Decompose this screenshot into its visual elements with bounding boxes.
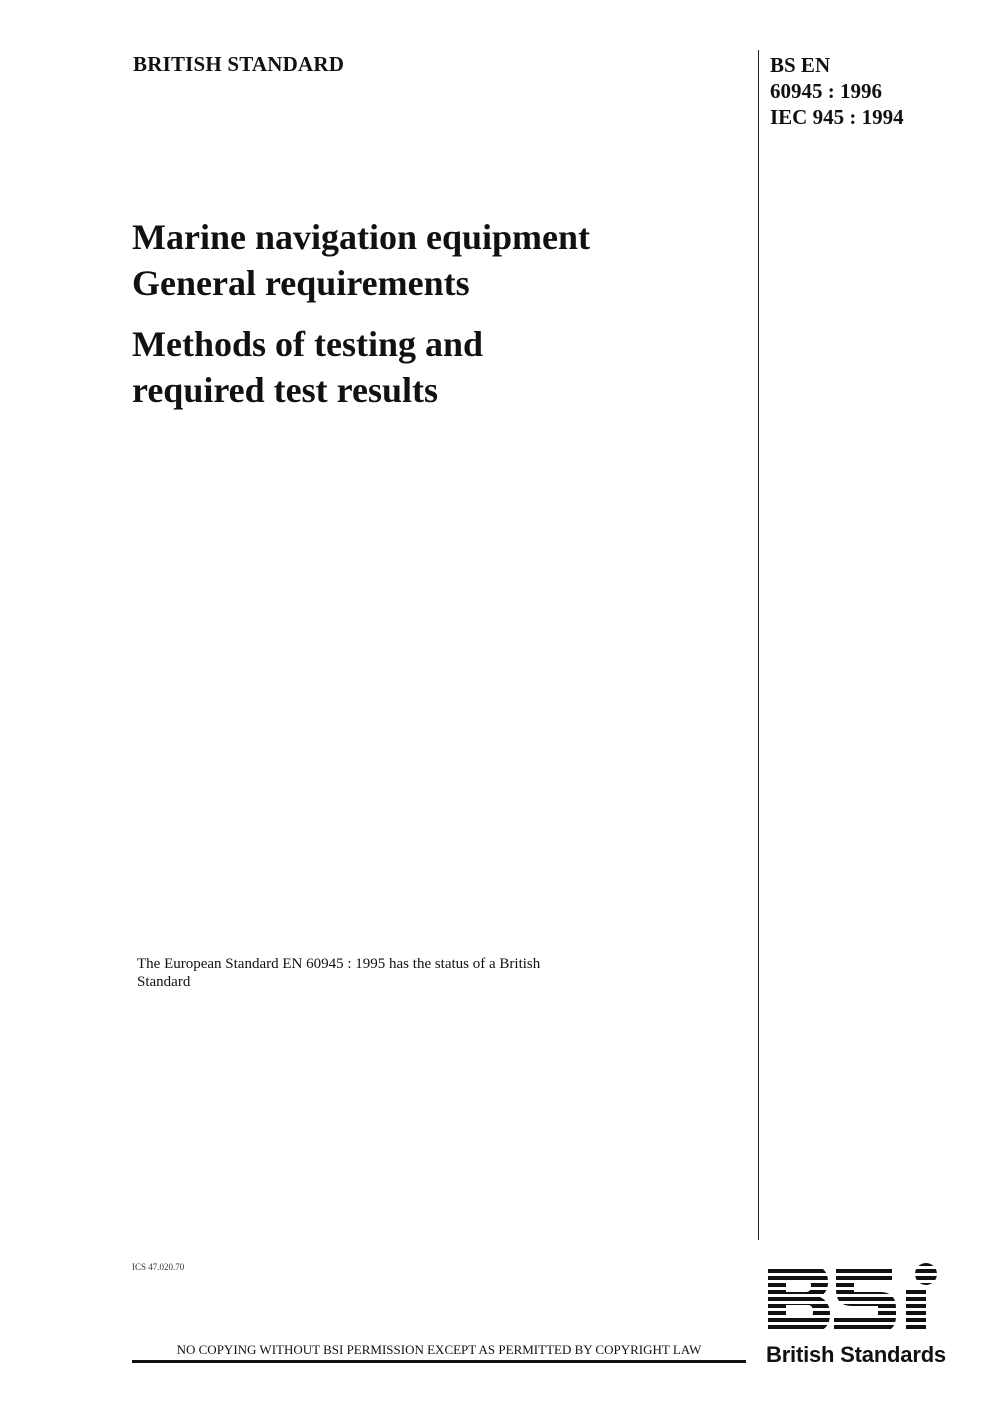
document-title-block [132, 214, 590, 413]
bsi-logo [766, 1262, 946, 1372]
series-heading: BRITISH STANDARD [133, 52, 345, 76]
bsi-logo-caption: British Standards [766, 1342, 946, 1367]
status-note: The European Standard EN 60945 : 1995 has the status of a British Standard [137, 956, 541, 990]
copyright-rule [132, 1360, 746, 1363]
main-title [132, 214, 590, 306]
subtitle [132, 321, 590, 413]
bsi-logo-mark [766, 1262, 944, 1336]
title-line: General requirements [132, 263, 470, 303]
vertical-divider [758, 50, 759, 1240]
standard-number-line: BS EN [770, 53, 831, 77]
ics-code: ICS 47.020.70 [132, 1262, 185, 1272]
copyright-notice: NO COPYING WITHOUT BSI PERMISSION EXCEPT AS PERMITTED BY COPYRIGHT LAW [176, 1342, 702, 1357]
standard-number-line: 60945 : 1996 [770, 79, 882, 103]
subtitle-line: Methods of testing and [132, 324, 484, 364]
standard-number-line: IEC 945 : 1994 [770, 105, 904, 129]
subtitle-line: required test results [132, 370, 438, 410]
title-line: Marine navigation equipment [132, 217, 591, 257]
standard-number-block [770, 52, 904, 130]
